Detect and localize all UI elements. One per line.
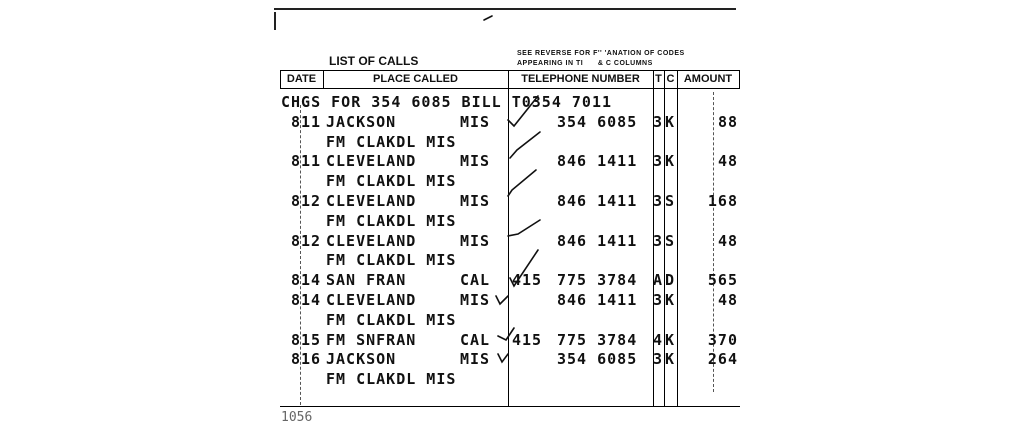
call-t-code: 3 (653, 112, 664, 131)
call-place: CLEVELAND (326, 192, 417, 210)
header-place: PLACE CALLED (373, 73, 458, 85)
check-mark (510, 250, 538, 286)
call-t-code: 3 (653, 152, 664, 171)
check-mark (498, 354, 508, 362)
call-date: 816 (291, 350, 322, 369)
call-state: MIS (460, 152, 491, 171)
form-title: LIST OF CALLS (329, 54, 419, 68)
call-origin: FM CLAKDL MIS (326, 211, 457, 230)
header-phone: TELEPHONE NUMBER (521, 73, 640, 85)
call-date: 812 (291, 192, 322, 210)
call-origin: FM CLAKDL MIS (326, 132, 457, 151)
call-c-code: D (665, 271, 676, 290)
call-date: 811 (291, 152, 322, 171)
call-place: JACKSON (326, 350, 397, 369)
call-state: MIS (460, 350, 491, 369)
charges-line: CHGS FOR 354 6085 BILL T0354 7011 (281, 93, 613, 111)
call-state: CAL (460, 330, 491, 349)
call-c-code: S (665, 231, 676, 250)
call-origin: FM CLAKDL MIS (326, 370, 457, 389)
call-origin: FM CLAKDL MIS (326, 172, 457, 191)
call-t-code: 4 (653, 330, 664, 349)
check-mark (508, 170, 536, 196)
call-date: 814 (291, 271, 322, 290)
call-amount: 48 (717, 291, 738, 309)
call-t-code: 3 (653, 291, 664, 309)
header-date: DATE (286, 73, 317, 85)
header-t: T (655, 73, 662, 85)
call-number: 354 6085 (557, 350, 638, 369)
call-place: CLEVELAND (326, 291, 417, 309)
check-mark (508, 96, 538, 126)
codes-note-line1: SEE REVERSE FOR F'' 'ANATION OF CODES (517, 50, 685, 57)
call-state: MIS (460, 192, 491, 210)
header-amount: AMOUNT (683, 73, 733, 85)
call-place: FM SNFRAN (326, 330, 417, 349)
call-c-code: K (665, 330, 676, 349)
call-place: JACKSON (326, 112, 397, 131)
call-date: 811 (291, 112, 322, 131)
call-date: 812 (291, 231, 322, 250)
call-place: CLEVELAND (326, 231, 417, 250)
check-mark (508, 220, 540, 236)
call-number: 775 3784 (557, 330, 638, 349)
call-number: 846 1411 (557, 192, 638, 210)
call-c-code: K (665, 152, 676, 171)
footer-number: 1056 (281, 410, 313, 425)
call-number: 775 3784 (557, 271, 638, 290)
call-place: CLEVELAND (326, 152, 417, 171)
check-mark (498, 328, 514, 340)
call-date: 814 (291, 291, 322, 309)
check-mark (496, 296, 508, 304)
call-c-code: K (665, 291, 676, 309)
call-amount: 370 (707, 330, 738, 349)
call-state: MIS (460, 231, 491, 250)
codes-note-line2: APPEARING IN TI & C COLUMNS (517, 60, 653, 67)
call-place: SAN FRAN (326, 271, 407, 290)
call-c-code: K (665, 350, 676, 369)
call-amount: 48 (717, 152, 738, 171)
call-state: CAL (460, 271, 491, 290)
call-number: 846 1411 (557, 231, 638, 250)
call-t-code: 3 (653, 350, 664, 369)
call-number: 846 1411 (557, 152, 638, 171)
call-origin: FM CLAKDL MIS (326, 310, 457, 329)
call-state: MIS (460, 291, 491, 309)
call-amount: 565 (707, 271, 738, 290)
call-number: 846 1411 (557, 291, 638, 309)
call-amount: 48 (717, 231, 738, 250)
call-origin: FM CLAKDL MIS (326, 251, 457, 270)
call-amount: 264 (707, 350, 738, 369)
call-date: 815 (291, 330, 322, 349)
call-area-code: 415 (512, 271, 543, 290)
call-t-code: 3 (653, 192, 664, 210)
call-amount: 168 (707, 192, 738, 210)
call-t-code: 3 (653, 231, 664, 250)
call-state: MIS (460, 112, 491, 131)
call-c-code: K (665, 112, 676, 131)
call-number: 354 6085 (557, 112, 638, 131)
call-amount: 88 (717, 112, 738, 131)
check-mark (510, 132, 540, 158)
header-c: C (666, 73, 675, 85)
check-mark (484, 16, 492, 20)
call-area-code: 415 (512, 330, 543, 349)
call-c-code: S (665, 192, 676, 210)
call-t-code: A (653, 271, 664, 290)
